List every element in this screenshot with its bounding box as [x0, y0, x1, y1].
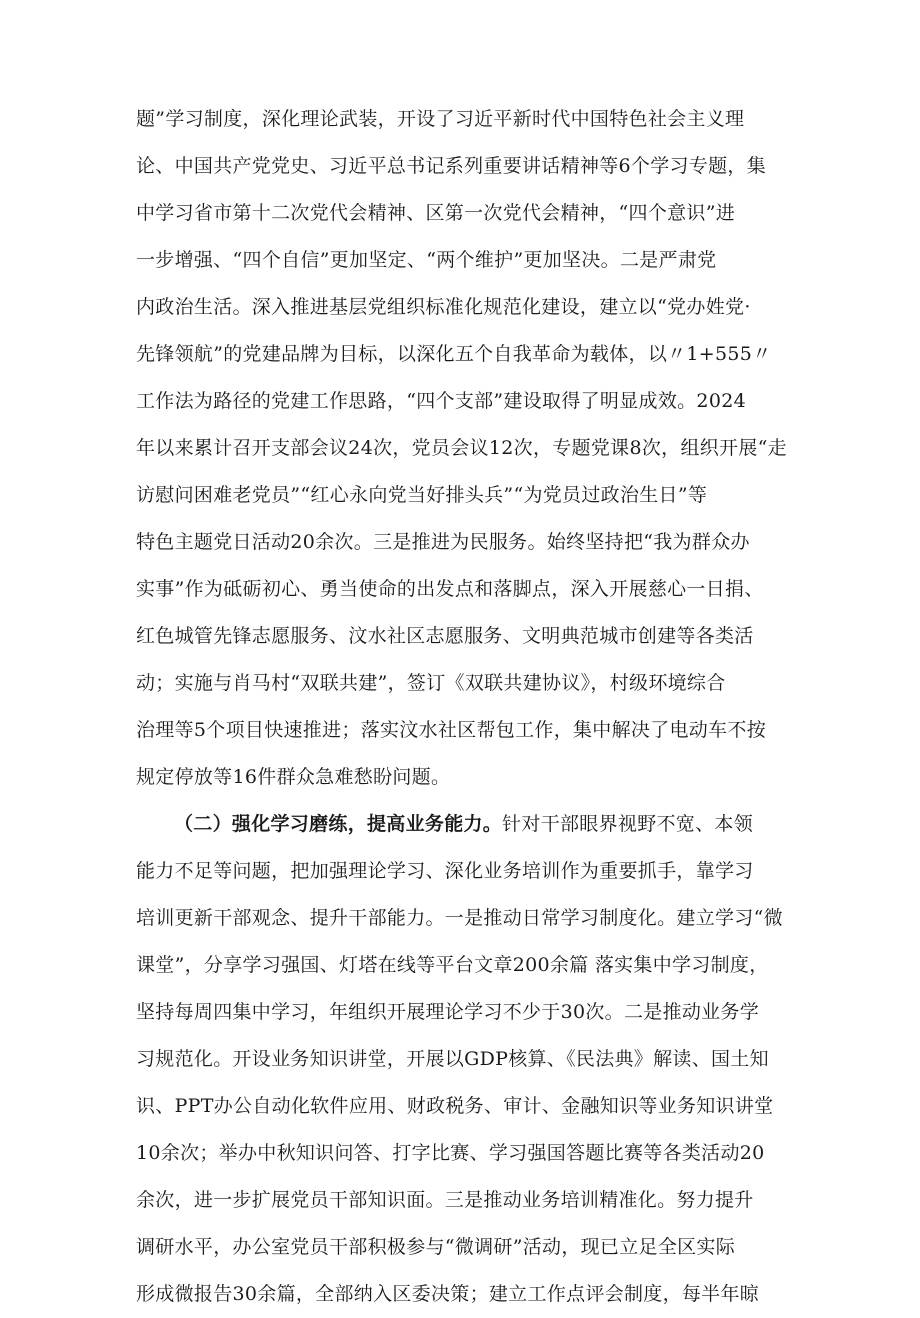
- text-line: 年以来累计召开支部会议24次，党员会议12次，专题党课8次，组织开展“走: [136, 437, 787, 459]
- text-line: 10余次；举办中秋知识问答、打字比赛、学习强国答题比赛等各类活动20: [136, 1142, 765, 1164]
- text-line: 题”学习制度，深化理论武装，开设了习近平新时代中国特色社会主义理: [136, 108, 745, 130]
- text-line: 调研水平，办公室党员干部积极参与“微调研”活动，现已立足全区实际: [136, 1236, 736, 1258]
- text-line: 特色主题党日活动20余次。三是推进为民服务。始终坚持把“我为群众办: [136, 531, 750, 553]
- text-line: 坚持每周四集中学习，年组织开展理论学习不少于30次。二是推动业务学: [136, 1001, 760, 1023]
- body-text: [136, 96, 796, 1318]
- text-line: 论、中国共产党党史、习近平总书记系列重要讲话精神等6个学习专题，集: [136, 155, 766, 177]
- text-line: 识、PPT办公自动化软件应用、财政税务、审计、金融知识等业务知识讲堂: [136, 1095, 774, 1117]
- text-line: 动；实施与肖马村“双联共建”，签订《双联共建协议》，村级环境综合: [136, 672, 726, 694]
- paragraph-study-training: [136, 848, 796, 1318]
- text-line: 培训更新干部观念、提升干部能力。一是推动日常学习制度化。建立学习“微: [136, 907, 783, 929]
- text-line: 中学习省市第十二次党代会精神、区第一次党代会精神，“四个意识”进: [136, 202, 736, 224]
- text-line: 工作法为路径的党建工作思路，“四个支部”建设取得了明显成效。2024: [136, 390, 746, 412]
- text-line: 访慰问困难老党员”“红心永向党当好排头兵”“为党员过政治生日”等: [136, 484, 708, 506]
- text-line: 红色城管先锋志愿服务、汶水社区志愿服务、文明典范城市创建等各类活: [136, 625, 754, 647]
- paragraph-heading-line: [136, 801, 796, 848]
- text-line: 一步增强、“四个自信”更加坚定、“两个维护”更加坚决。二是严肃党: [136, 249, 717, 271]
- section-heading: （二）强化学习磨练，提高业务能力。: [174, 813, 503, 835]
- text-line: 治理等5个项目快速推进；落实汶水社区帮包工作，集中解决了电动车不按: [136, 719, 766, 741]
- text-line: 余次，进一步扩展党员干部知识面。三是推动业务培训精准化。努力提升: [136, 1189, 754, 1211]
- text-line: 能力不足等问题，把加强理论学习、深化业务培训作为重要抓手，靠学习: [136, 860, 754, 882]
- text-line: 课堂”，分享学习强国、灯塔在线等平台文章200余篇 落实集中学习制度，: [136, 954, 769, 976]
- text-line: 实事”作为砥砺初心、勇当使命的出发点和落脚点，深入开展慈心一日捐、: [136, 578, 764, 600]
- text-line: 内政治生活。深入推进基层党组织标准化规范化建设，建立以“党办姓党·: [136, 296, 751, 318]
- text-line: 习规范化。开设业务知识讲堂，开展以GDP核算、《民法典》解读、国土知: [136, 1048, 769, 1070]
- text-line: 规定停放等16件群众急难愁盼问题。: [136, 766, 451, 788]
- heading-line-text: 针对干部眼界视野不宽、本领: [502, 813, 754, 835]
- text-line: 先锋领航”的党建品牌为目标，以深化五个自我革命为载体，以〃1+555〃: [136, 343, 772, 365]
- paragraph-party-building: [136, 96, 796, 801]
- text-line: 形成微报告30余篇，全部纳入区委决策；建立工作点评会制度，每半年晾: [136, 1283, 760, 1305]
